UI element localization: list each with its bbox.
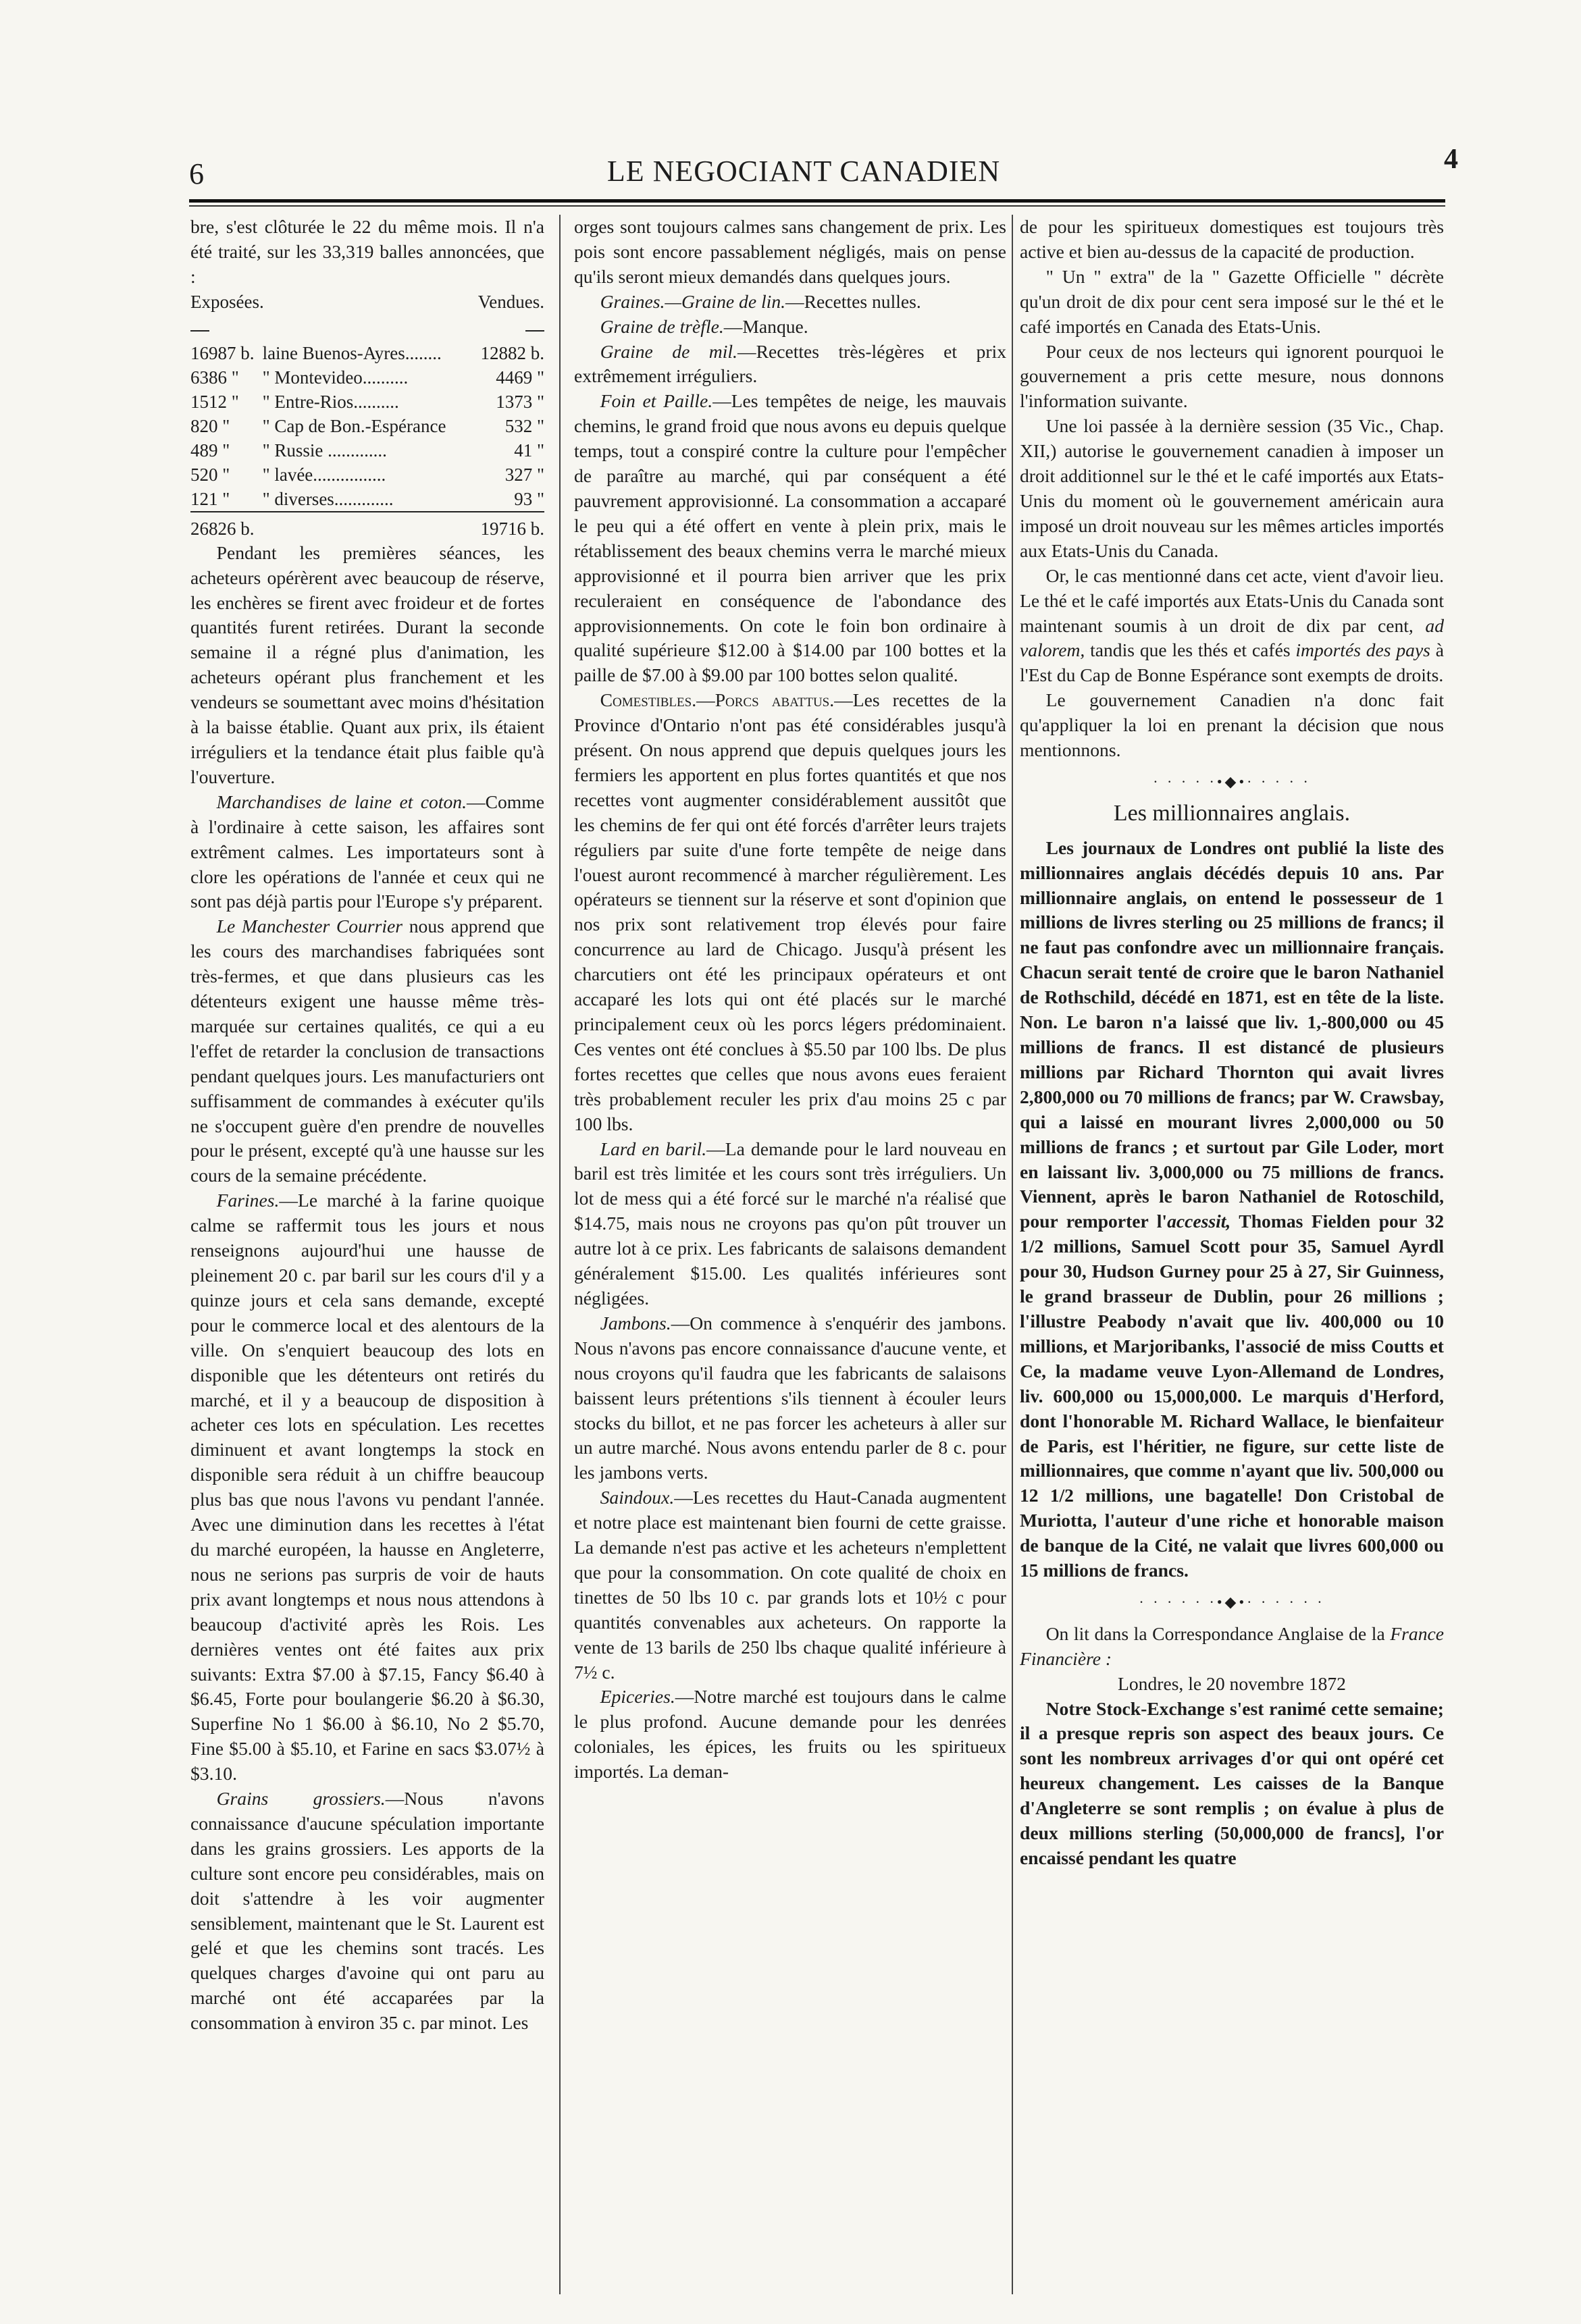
paragraph: Jambons.—On commence à s'enquérir des jambons. Nous n'avons pas encore connaissance d'aucune vente, et nous croyons qu'il faudra que les fabricants de salaisons baissent leurs prétentions s'ils tiennent à écouler leurs stocks du billot, et ne pas forcer les acheteurs à aller sur un autre marché. Nous avons entendu parler de 8 c. pour les jambons verts. xyxy=(574,1312,1006,1483)
table-dash xyxy=(469,317,544,341)
paragraph: Or, le cas mentionné dans cet acte, vient d'avoir lieu. Le thé et le café importés aux Etats-Unis du Canada sont maintenant soumis à un droit de dix par cent, ad valorem, tandis que les thés et cafés importés des pays à l'Est du Cap de Bonne Espérance sont exempts de droits. xyxy=(1020,564,1444,686)
section-ornament: · · · · ·•◆•· · · · · xyxy=(1153,772,1311,790)
paragraph: " Un " extra" de la " Gazette Officielle " décrète qu'un droit de dix pour cent sera imposé sur le thé et le café importés en Canada des Etats-Unis. xyxy=(1020,265,1444,337)
newspaper-title: LE NEGOCIANT CANADIEN xyxy=(606,155,1001,188)
header-rule-thin xyxy=(189,205,1445,207)
paragraph: orges sont toujours calmes sans changement de prix. Les pois sont encore passablement négligés, mais on pense qu'ils seront mieux demandés dans quelques jours. xyxy=(574,216,1006,287)
table-header-sold: Vendues. xyxy=(477,291,544,312)
dateline: Londres, le 20 novembre 1872 xyxy=(1118,1672,1346,1694)
paragraph: Les journaux de Londres ont publié la liste des millionnaires anglais décédés depuis 10 ans. Par millionnaire anglais, on entend le possesseur de 1 millions de livres sterling ou 25 millions de francs; il ne faut pas confondre avec un millionnaire français. Chacun serait tenté de croire que le baron Nathaniel de Rothschild, décédé en 1871, est en tête de la liste. Non. Le baron n'a laissé que liv. 1,-800,000 ou 45 millions de francs. Il est distancé de plusieurs millions par Richard Thornton qui avait livres 2,800,000 ou 70 millions de francs; par W. Crawsbay, qui a laissé en mourant livres 2,000,000 ou 50 millions de francs ; et surtout par Gile Loder, mort en laissant liv. 3,000,000 ou 75 millions de francs. Viennent, après le baron Nathaniel de Rotoschild, pour remporter l'accessit, Thomas Fielden pour 32 1/2 millions, Samuel Scott pour 35, Samuel Ayrdl pour 30, Hudson Gurney pour 25 à 27, Sir Guinness, le grand brasseur de Dublin, pour 26 millions ; l'illustre Peabody n'avait que liv. 400,000 ou 10 millions, et Marjoribanks, l'associé de miss Coutts et Ce, la madame veuve Lyon-Allemand de Londres, liv. 600,000 ou 15,000,000. Le marquis d'Herford, dont l'honorable M. Richard Wallace, le bienfaiteur de Paris, est l'héritier, ne figure, sur cette liste de millionnaires, que comme n'ayant que liv. 500,000 ou 12 1/2 millions, une bagatelle! Don Cristobal de Muriotta, l'auteur d'une riche et honorable maison de banque de la Cité, ne valait que livres 600,000 ou 15 millions de francs. xyxy=(1020,837,1444,1581)
table-total-row: 26826 b. 19716 b. xyxy=(190,512,544,541)
paragraph: Foin et Paille.—Les tempêtes de neige, les mauvais chemins, le grand froid que nous avons eu depuis quelque temps, tout a conspiré contre la culture pour l'empêcher de paraître au marché, qui par conséquent a été pauvrement approvisionné. La consommation a accaparé le peu qui a été offert en vente à plein prix, mais le rétablissement des beaux chemins verra le marché mieux approvisionné et il pourra bien arriver que les prix reculeraient en conséquence de l'abondance des approvisionnements. On cote le foin bon ordinaire à qualité supérieure $12.00 à $14.00 par 100 bottes et la paille de $7.00 à $9.00 par 100 bottes selon qualité. xyxy=(574,390,1006,686)
table-row: 489 " " Russie ............. 41 " xyxy=(190,440,544,460)
paragraph: Comestibles.—Porcs abattus.—Les recettes de la Province d'Ontario n'ont pas été considérables jusqu'à présent. On nous apprend que depuis quelques jours les fermiers les apportent en plus fortes quantités et que nos recettes vont augmenter considérablement aussitôt que les chemins de fer qui ont été forcés d'arrêter leurs trajets réguliers par suite d'une forte tempête de neige dans l'ouest auront recommencé à marcher régulièrement. Les opérateurs se tiennent sur la réserve et sont d'opinion que nos prix sont relativement trop élevés pour faire concurrence au lard de Chicago. Jusqu'à présent les charcutiers ont été les principaux opérateurs et ont accaparé les lots qui ont été placés sur le marché principalement ceux où les porcs légers prédominaient. Ces ventes ont été conclues à $5.50 par 100 lbs. De plus fortes recettes que celles que nous avons eues feraient très probablement reculer les prix d'au moins 25 c par 100 lbs. xyxy=(574,689,1006,1134)
header-rule xyxy=(189,199,1445,203)
paragraph: Graines.—Graine de lin.—Recettes nulles. xyxy=(600,290,921,312)
table-row: 520 " " lavée................ 327 " xyxy=(190,464,544,485)
paragraph: Marchandises de laine et coton.—Comme à l'ordinaire à cette saison, les affaires sont extrêment calmes. Les importateurs sont à clore les opérations de l'année et ceux qui ne sont pas déjà partis pour l'Europe s'y préparent. xyxy=(190,791,544,912)
table-row: 6386 " " Montevideo.......... 4469 " xyxy=(190,367,544,388)
paragraph: Une loi passée à la dernière session (35 Vic., Chap. XII,) autorise le gouvernement canadien à imposer un droit additionnel sur le thé et le café importés aux Etats-Unis du moment où le gouvernement américain aura imposé un droit nouveau sur les mêmes articles importés aux Etats-Unis du Canada. xyxy=(1020,415,1444,561)
corner-mark: 4 xyxy=(1444,144,1458,175)
paragraph: Pour ceux de nos lecteurs qui ignorent pourquoi le gouvernement a pris cette mesure, nous donnons l'information suivante. xyxy=(1020,340,1444,412)
paragraph: Pendant les premières séances, les acheteurs opérèrent avec beaucoup de réserve, les enchères se firent avec froideur et de fortes quantités furent retirées. Durant la seconde semaine il a régné plus d'animation, les acheteurs opérant plus franchement et les vendeurs se soumettant avec moins d'hésitation à la baisse établie. Quant aux prix, ils étaient irréguliers et la tendance était plus faible qu'à l'ouverture. xyxy=(190,542,544,787)
column-divider xyxy=(1012,215,1013,2294)
paragraph: Grains grossiers.—Nous n'avons connaissance d'aucune spéculation importante dans les grains grossiers. Les apports de la culture sont encore peu considérables, mais on doit s'attendre à les voir augmenter sensiblement, maintenant que le St. Laurent est gelé et que les chemins sont tracés. Les quelques charges d'avoine qui ont paru au marché ont été accaparées par la consommation à environ 35 c. par minot. Les xyxy=(190,1788,544,2034)
paragraph: Graine de trèfle.—Manque. xyxy=(600,315,808,337)
paragraph: Le Manchester Courrier nous apprend que les cours des marchandises fabriquées sont très-fermes, et que dans plusieurs cas les détenteurs exigent une hausse même très-marquée sur certaines qualités, ce qui a eu l'effet de retarder la conclusion de transactions pendant quelques jours. Les manufacturiers ont suffisamment de commandes à exécuter qu'ils ne s'occupent guère d'en prendre de nouvelles pour le présent, excepté qu'à une hausse sur les cours de la semaine précédente. xyxy=(190,916,544,1186)
paragraph: bre, s'est clôturée le 22 du même mois. Il n'a été traité, sur les 33,319 balles annoncées, que : xyxy=(190,216,544,287)
table-row: 121 " " diverses............. 93 " xyxy=(190,488,544,509)
paragraph: Farines.—Le marché à la farine quoique calme se raffermit tous les jours et nous renseignons aujourd'hui une hausse de pleinement 20 c. par baril sur les cours d'il y a quinze jours et cela sans demande, excepté pour le commerce local et des alentours de la ville. On s'enquiert beaucoup des lots en disponible que les détenteurs ont retirés du marché, et il y a beaucoup de disposition à acheter ces lots en spéculation. Les recettes diminuent et avant longtemps la stock en disponible sera réduit à un chiffre beaucoup plus bas que nous l'avons vu pendant l'année. Avec une diminution dans les recettes à l'état du marché européen, la hausse en Angleterre, nous ne serions pas surpris de voir de hauts prix avant longtemps et nous nous attendons à beaucoup d'activité après les Rois. Les dernières ventes ont été faites aux prix suivants: Extra $7.00 à $7.15, Fancy $6.40 à $6.45, Forte pour boulangerie $6.20 à $6.30, Superfine No 1 $6.00 à $6.10, No 2 $5.70, Fine $5.00 à $5.10, et Farine en sacs $3.07½ à $3.10. xyxy=(190,1190,544,1785)
paragraph: de pour les spiritueux domestiques est toujours très active et bien au-dessus de la capacité de production. xyxy=(1020,216,1444,262)
wool-sales-table xyxy=(190,290,544,541)
section-title: Les millionnaires anglais. xyxy=(1113,800,1351,826)
column-divider xyxy=(559,215,561,2294)
paragraph: Le gouvernement Canadien n'a donc fait qu'appliquer la loi en prenant la décision que nous mentionnons. xyxy=(1020,689,1444,761)
paragraph: Saindoux.—Les recettes du Haut-Canada augmentent et notre place est maintenant bien fourni de cette graisse. La demande n'est pas active et les acheteurs n'emplettent que pour la consommation. On cote qualité de choix en tinettes de 50 lbs 10 c. par grands lots et 10½ c pour quantités convenables aux acheteurs. On rapporte la vente de 13 barils de 250 lbs chaque qualité inférieure à 7½ c. xyxy=(574,1487,1006,1683)
column-3 xyxy=(1020,215,1444,2301)
table-row: 16987 b. laine Buenos-Ayres........ 12882 b. xyxy=(190,342,544,363)
column-2 xyxy=(574,215,1006,2301)
column-1 xyxy=(190,215,544,2301)
paragraph: Lard en baril.—La demande pour le lard nouveau en baril est très limitée et les cours sont très irréguliers. Un lot de mess qui a été forcé sur le marché n'a réalisé que $14.75, mais nous ne croyons pas qu'on pût trouver un autre lot à ce prix. Les fabricants de salaisons demandent généralement $15.00. Les qualités inférieures sont négligées. xyxy=(574,1138,1006,1309)
page-header xyxy=(155,154,1452,194)
table-row: 1512 " " Entre-Rios.......... 1373 " xyxy=(190,391,544,412)
table-row: 820 " " Cap de Bon.-Espérance 532 " xyxy=(190,415,544,436)
section-ornament: · · · · · ·•◆•· · · · · · xyxy=(1139,1593,1325,1610)
paragraph: Graine de mil.—Recettes très-légères et prix extrêmement irréguliers. xyxy=(574,340,1006,387)
table-dash xyxy=(190,317,469,341)
table-header-exposed: Exposées. xyxy=(190,291,264,312)
paragraph: Epiceries.—Notre marché est toujours dans le calme le plus profond. Aucune demande pour les denrées coloniales, les épices, les fruits ou les spiritueux importés. La deman- xyxy=(574,1686,1006,1782)
paragraph: Notre Stock-Exchange s'est ranimé cette semaine; il a presque repris son aspect des beaux jours. Ce sont les nombreux arrivages d'or qui ont opéré cet heureux changement. Les caisses de la Banque d'Angleterre se sont remplis ; on évalue à plus de deux millions sterling (50,000,000 de francs], l'or encaissé pendant les quatre xyxy=(1020,1697,1444,1868)
page-number: 6 xyxy=(189,157,204,190)
paragraph: On lit dans la Correspondance Anglaise de la France Financière : xyxy=(1020,1622,1444,1669)
